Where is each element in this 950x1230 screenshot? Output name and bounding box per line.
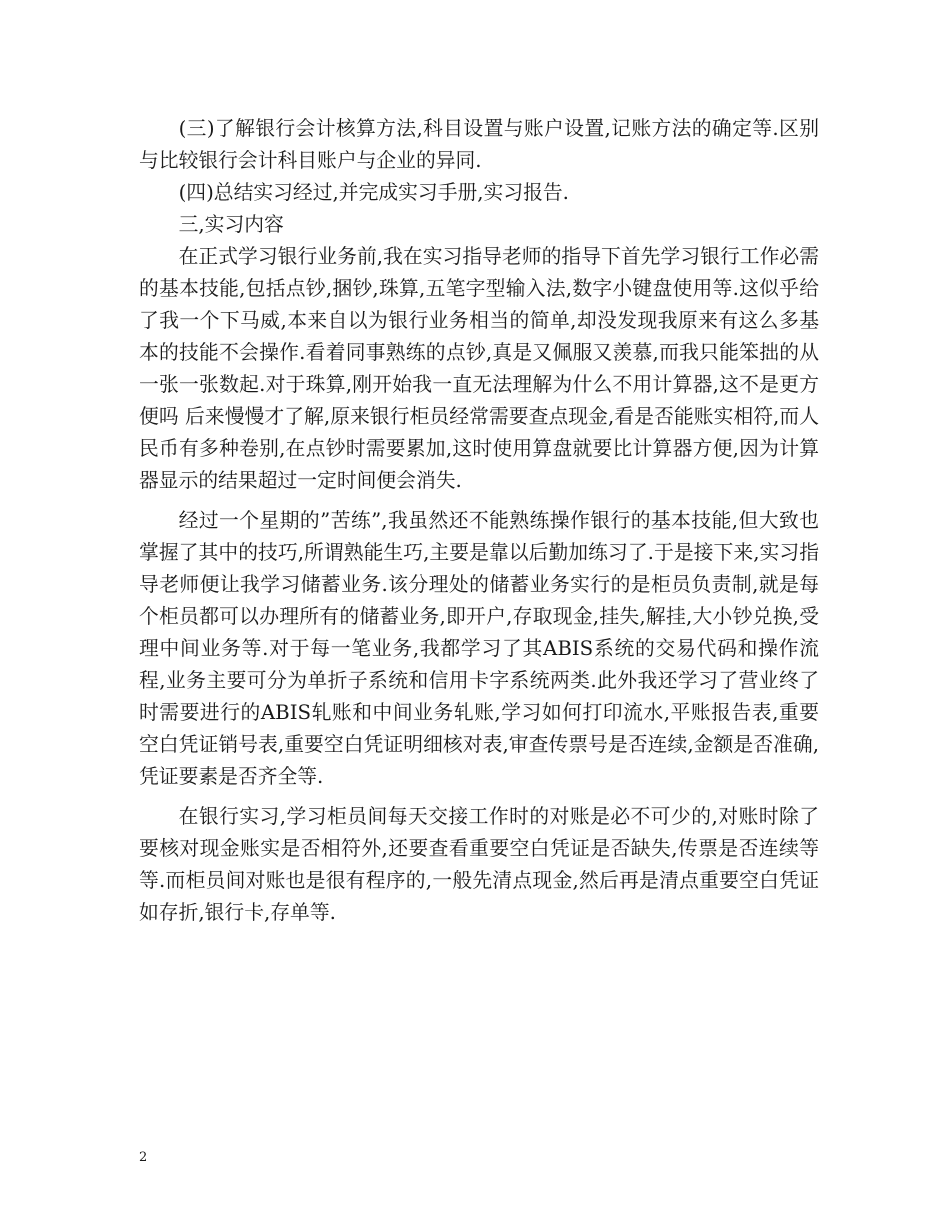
paragraph-summary: (四)总结实习经过,并完成实习手册,实习报告. [178, 181, 569, 204]
section-heading-internship-content: 三,实习内容 [178, 213, 284, 236]
paragraph-basic-skills: 在正式学习银行业务前,我在实习指导老师的指导下首先学习银行工作必需的基本技能,包括点钞,捆钞,珠算,五笔字型输入法,数字小键盘使用等.这似乎给了我一个下马威,本来自以为银行业务相当的简单,却没发现我原来有这么多基本的技能不会操作.看着同事熟练的点钞,真是又佩服又羡慕,而我只能笨拙的从一张一张数起.对于珠算,刚开始我一直无法理解为什么不用计算器,这不是更方便吗 后来慢慢才了解,原来银行柜员经常需要查点现金,看是否能账实相符,而人民币有多种卷别,在点钞时需要累加,这时使用算盘就要比计算器方便,因为计算器显示的结果超过一定时间便会消失. [139, 245, 819, 492]
paragraph-reconciliation: 在银行实习,学习柜员间每天交接工作时的对账是必不可少的,对账时除了要核对现金账实是否相符外,还要查看重要空白凭证是否缺失,传票是否连续等等.而柜员间对账也是很有程序的,一般先清点现金,然后再是清点重要空白凭证如存折,银行卡,存单等. [139, 805, 819, 924]
document-body [139, 113, 819, 929]
paragraph-savings-business: 经过一个星期的”苦练”,我虽然还不能熟练操作银行的基本技能,但大致也掌握了其中的技巧,所谓熟能生巧,主要是靠以后勤加练习了.于是接下来,实习指导老师便让我学习储蓄业务.该分理处的储蓄业务实行的是柜员负责制,就是每个柜员都可以办理所有的储蓄业务,即开户,存取现金,挂失,解挂,大小钞兑换,受理中间业务等.对于每一笔业务,我都学习了其ABIS系统的交易代码和操作流程,业务主要可分为单折子系统和信用卡字系统两类.此外我还学习了营业终了时需要进行的ABIS轧账和中间业务轧账,学习如何打印流水,平账报告表,重要空白凭证销号表,重要空白凭证明细核对表,审查传票号是否连续,金额是否准确,凭证要素是否齐全等. [139, 509, 819, 788]
page-number: 2 [139, 1150, 148, 1165]
paragraph-accounting-methods: (三)了解银行会计核算方法,科目设置与账户设置,记账方法的确定等.区别与比较银行会计科目账户与企业的异同. [139, 117, 819, 172]
